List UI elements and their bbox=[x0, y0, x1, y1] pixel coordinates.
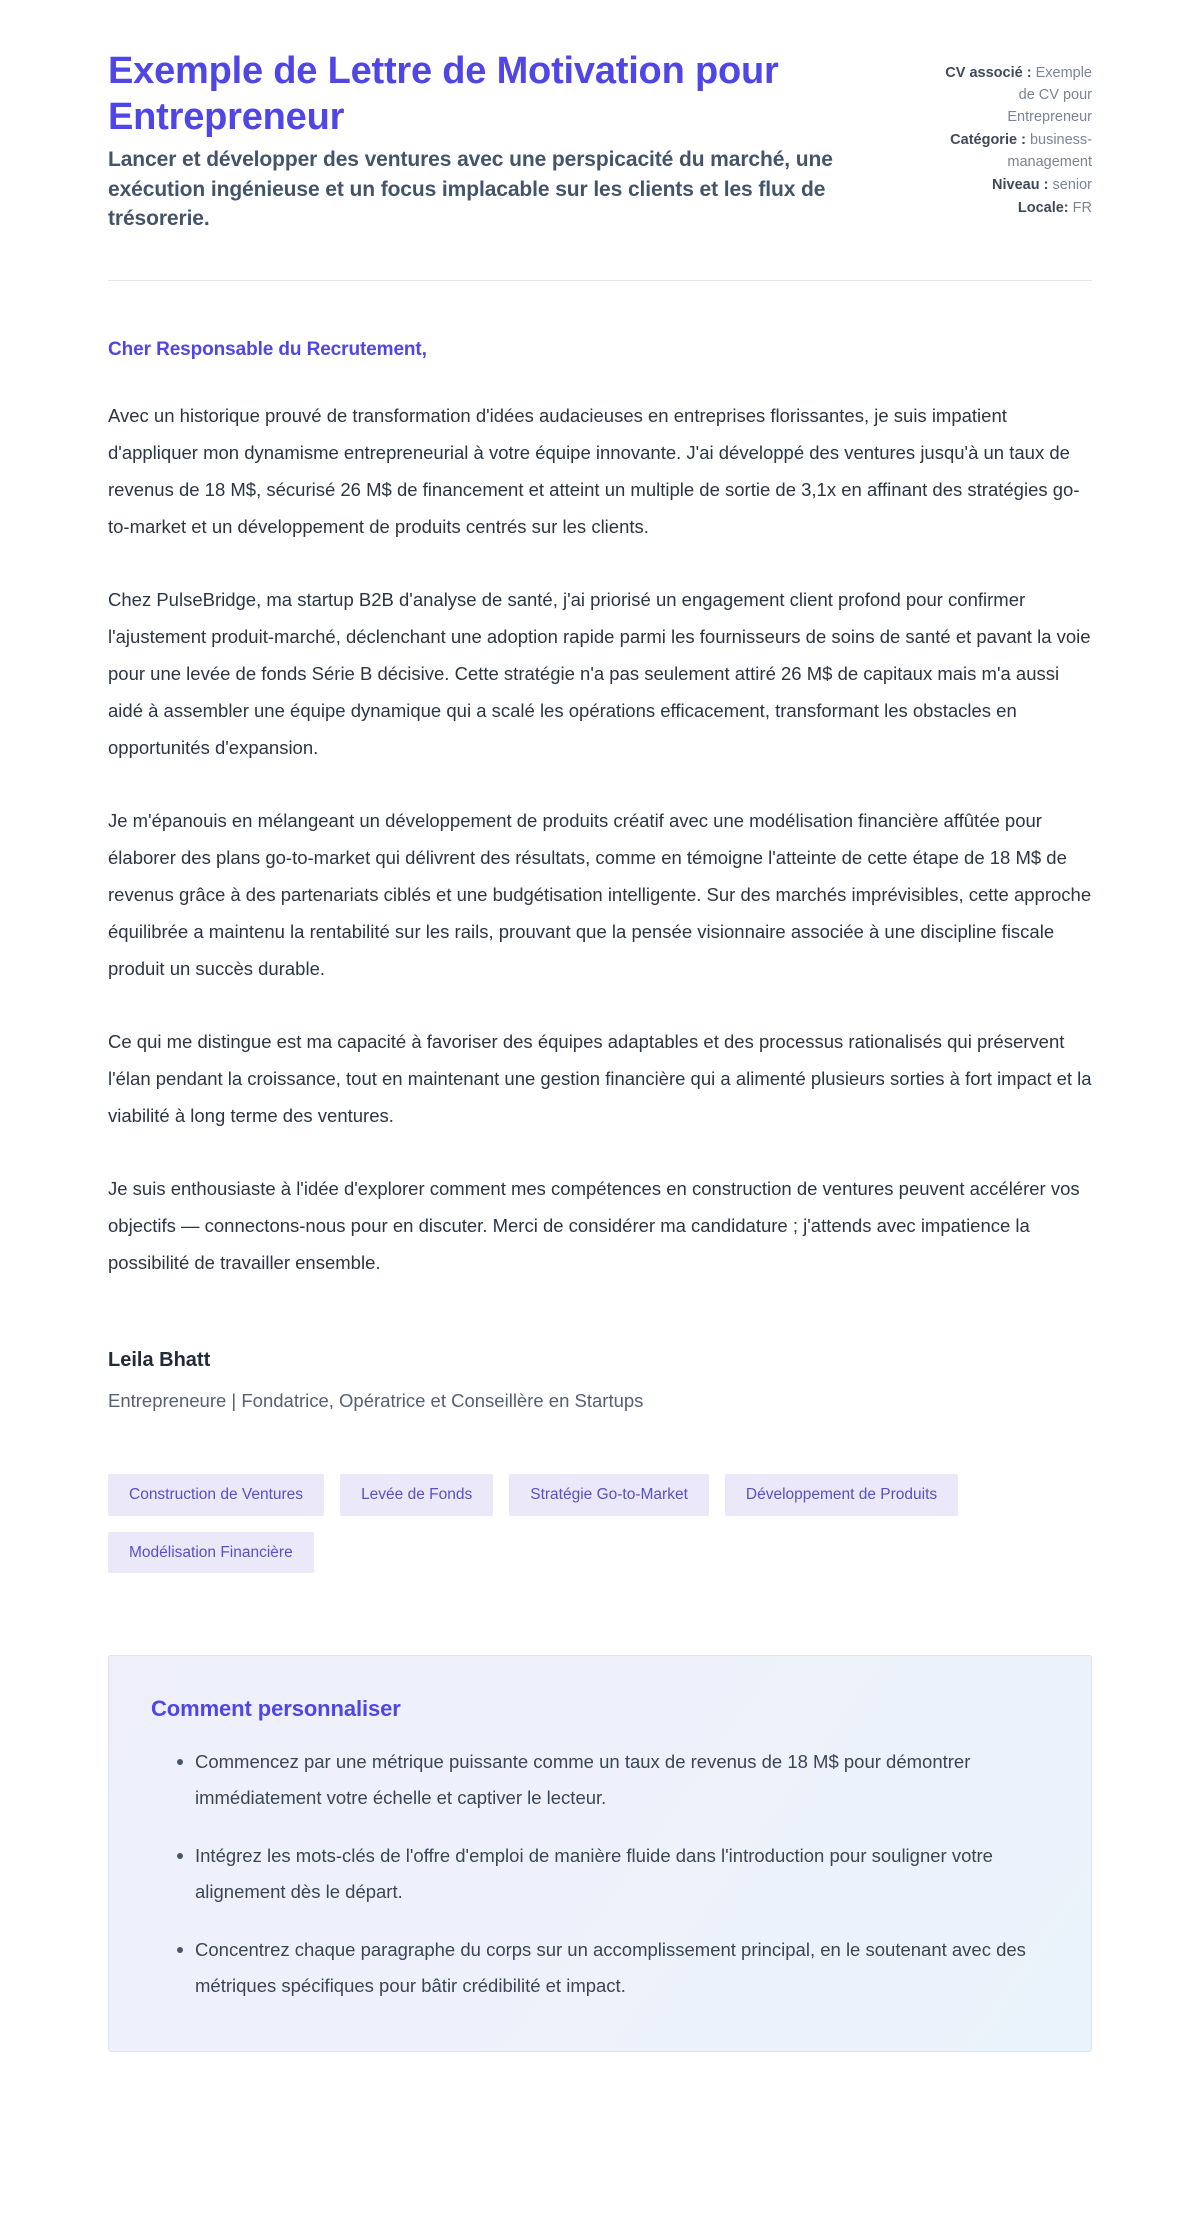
callout-tip-item: Intégrez les mots-clés de l'offre d'emploi de manière fluide dans l'introduction pour souligner votre alignement dès le départ. bbox=[177, 1838, 1049, 1910]
skill-tag[interactable]: Développement de Produits bbox=[725, 1474, 958, 1516]
letter-paragraph: Je suis enthousiaste à l'idée d'explorer comment mes compétences en construction de ventures peuvent accélérer vos objectifs — connectons-nous pour en discuter. Merci de considérer ma candidature ; j'attends avec impatience la possibilité de travailler ensemble. bbox=[108, 1178, 1080, 1274]
letter-paragraph: Avec un historique prouvé de transformation d'idées audacieuses en entreprises florissantes, je suis impatient d'appliquer mon dynamisme entrepreneurial à votre équipe innovante. J'ai développé des ventures jusqu'à un taux de revenus de 18 M$, sécurisé 26 M$ de financement et atteint un multiple de sortie de 3,1x en affinant des stratégies go-to-market et un développement de produits centrés sur les clients. bbox=[108, 405, 1080, 538]
signature-role: Entrepreneure | Fondatrice, Opératrice et Conseillère en Startups bbox=[108, 1390, 644, 1412]
skill-tag[interactable]: Levée de Fonds bbox=[340, 1474, 493, 1516]
letter-paragraphs bbox=[108, 397, 1092, 1281]
callout-tip-list bbox=[151, 1744, 1049, 2004]
meta-label-level: Niveau : bbox=[992, 177, 1049, 194]
page-tagline: Lancer et développer des ventures avec une perspicacité du marché, une exécution ingénieuse et un focus implacable sur les clients et les flux de trésorerie. bbox=[108, 147, 833, 231]
header-title-block bbox=[108, 48, 898, 234]
meta-value-category: business-management bbox=[1007, 132, 1092, 171]
letter-body bbox=[0, 339, 1200, 1281]
callout-title: Comment personnaliser bbox=[151, 1696, 401, 1722]
meta-row-level bbox=[944, 174, 1092, 196]
meta-row-cv bbox=[944, 62, 1092, 128]
skill-tag[interactable]: Modélisation Financière bbox=[108, 1532, 314, 1574]
signature-block bbox=[0, 1349, 1200, 1412]
letter-salutation: Cher Responsable du Recrutement, bbox=[108, 339, 427, 361]
letter-paragraph: Chez PulseBridge, ma startup B2B d'analyse de santé, j'ai priorisé un engagement client profond pour confirmer l'ajustement produit-marché, déclenchant une adoption rapide parmi les fournisseurs de soins de santé et pavant la voie pour une levée de fonds Série B décisive. Cette stratégie n'a pas seulement attiré 26 M$ de capitaux mais m'a aussi aidé à assembler une équipe dynamique qui a scalé les opérations efficacement, transformant les obstacles en opportunités d'expansion. bbox=[108, 589, 1091, 759]
meta-label-category: Catégorie : bbox=[950, 132, 1026, 149]
meta-label-locale: Locale: bbox=[1017, 200, 1069, 217]
skill-tag[interactable]: Stratégie Go-to-Market bbox=[509, 1474, 709, 1516]
letter-paragraph: Ce qui me distingue est ma capacité à favoriser des équipes adaptables et des processus rationalisés qui préservent l'élan pendant la croissance, tout en maintenant une gestion financière qui a alimenté plusieurs sorties à fort impact et la viabilité à long terme des ventures. bbox=[108, 1031, 1092, 1127]
meta-value-locale: FR bbox=[1072, 200, 1092, 217]
meta-label-cv: CV associé : bbox=[945, 65, 1032, 81]
meta-value-cv: Exemple de CV pour Entrepreneur bbox=[1007, 65, 1092, 126]
skill-tag[interactable]: Construction de Ventures bbox=[108, 1474, 324, 1516]
customization-callout bbox=[108, 1655, 1092, 2051]
meta-row-category bbox=[944, 129, 1092, 173]
header-divider bbox=[108, 280, 1092, 281]
document-metadata bbox=[944, 48, 1092, 220]
callout-tip-item: Concentrez chaque paragraphe du corps sur un accomplissement principal, en le soutenant avec des métriques spécifiques pour bâtir crédibilité et impact. bbox=[177, 1932, 1049, 2004]
meta-value-level: senior bbox=[1052, 177, 1092, 194]
letter-paragraph: Je m'épanouis en mélangeant un développement de produits créatif avec une modélisation financière affûtée pour élaborer des plans go-to-market qui délivrent des résultats, comme en témoigne l'atteinte de cette étape de 18 M$ de revenus grâce à des partenariats ciblés et une budgétisation intelligente. Sur des marchés imprévisibles, cette approche équilibrée a maintenu la rentabilité sur les rails, prouvant que la pensée visionnaire associée à une discipline fiscale produit un succès durable. bbox=[108, 810, 1092, 980]
meta-row-locale bbox=[944, 197, 1092, 219]
callout-tip-item: Commencez par une métrique puissante comme un taux de revenus de 18 M$ pour démontrer immédiatement votre échelle et captiver le lecteur. bbox=[177, 1744, 1049, 1816]
page-header bbox=[0, 0, 1200, 234]
page-title: Exemple de Lettre de Motivation pour Entrepreneur bbox=[108, 50, 779, 139]
skill-tag-list bbox=[0, 1474, 1100, 1573]
signature-name: Leila Bhatt bbox=[108, 1349, 211, 1372]
